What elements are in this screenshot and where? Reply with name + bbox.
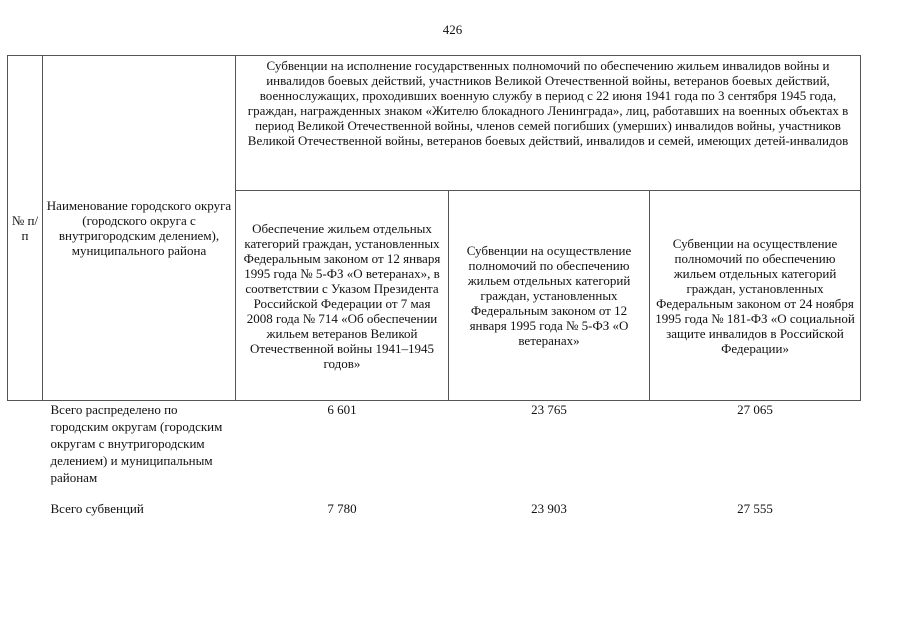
- header-name: Наименование городского округа (городского округа с внутригородским делением), муниципального района: [43, 56, 236, 401]
- header-sub-col-2: Субвенции на осуществление полномочий по обеспечению жильем отдельных категорий граждан, установленных Федеральным законом от 12 января 1995 года № 5-ФЗ «О ветеранах»: [449, 191, 650, 401]
- table-row: [8, 401, 861, 495]
- page-number: 426: [442, 22, 463, 37]
- subventions-table: [7, 55, 861, 519]
- table-row: [8, 494, 861, 519]
- row-label: Всего распределено по городским округам (городским округам с внутригородским делением) и муниципальным районам: [50, 402, 223, 485]
- row-value: 27 065: [737, 402, 773, 417]
- row-label: Всего субвенций: [50, 501, 144, 516]
- header-group-title: Субвенции на исполнение государственных полномочий по обеспечению жильем инвалидов войны и инвалидов боевых действий, участников Великой Отечественной войны, ветеранов боевых действий, военнослужащих, проходивших военную службу в период с 22 июня 1941 года по 3 сентября 1945 года, граждан, награжденных знаком «Жителю блокадного Ленинграда», лиц, работавших на военных объектах в период Великой Отечественной войны, членов семей погибших (умерших) инвалидов войны, участников Великой Отечественной войны, ветеранов боевых действий, инвалидов и семей, имеющих детей-инвалидов: [236, 56, 861, 191]
- row-value: 7 780: [327, 501, 357, 516]
- header-sub-col-3: Субвенции на осуществление полномочий по обеспечению жильем отдельных категорий граждан, установленных Федеральным законом от 24 ноября 1995 года № 181-ФЗ «О социальной защите инвалидов в Российской Федерации»: [650, 191, 861, 401]
- row-value: 23 765: [531, 402, 567, 417]
- row-value: 6 601: [327, 402, 357, 417]
- header-sub-col-1: Обеспечение жильем отдельных категорий граждан, установленных Федеральным законом от 12 января 1995 года № 5-ФЗ «О ветеранах», в соответствии с Указом Президента Российской Федерации от 7 мая 2008 года № 714 «Об обеспечении жильем ветеранов Великой Отечественной войны 1941–1945 годов»: [236, 191, 449, 401]
- header-num: № п/п: [8, 56, 43, 401]
- row-value: 27 555: [737, 501, 773, 516]
- row-value: 23 903: [531, 501, 567, 516]
